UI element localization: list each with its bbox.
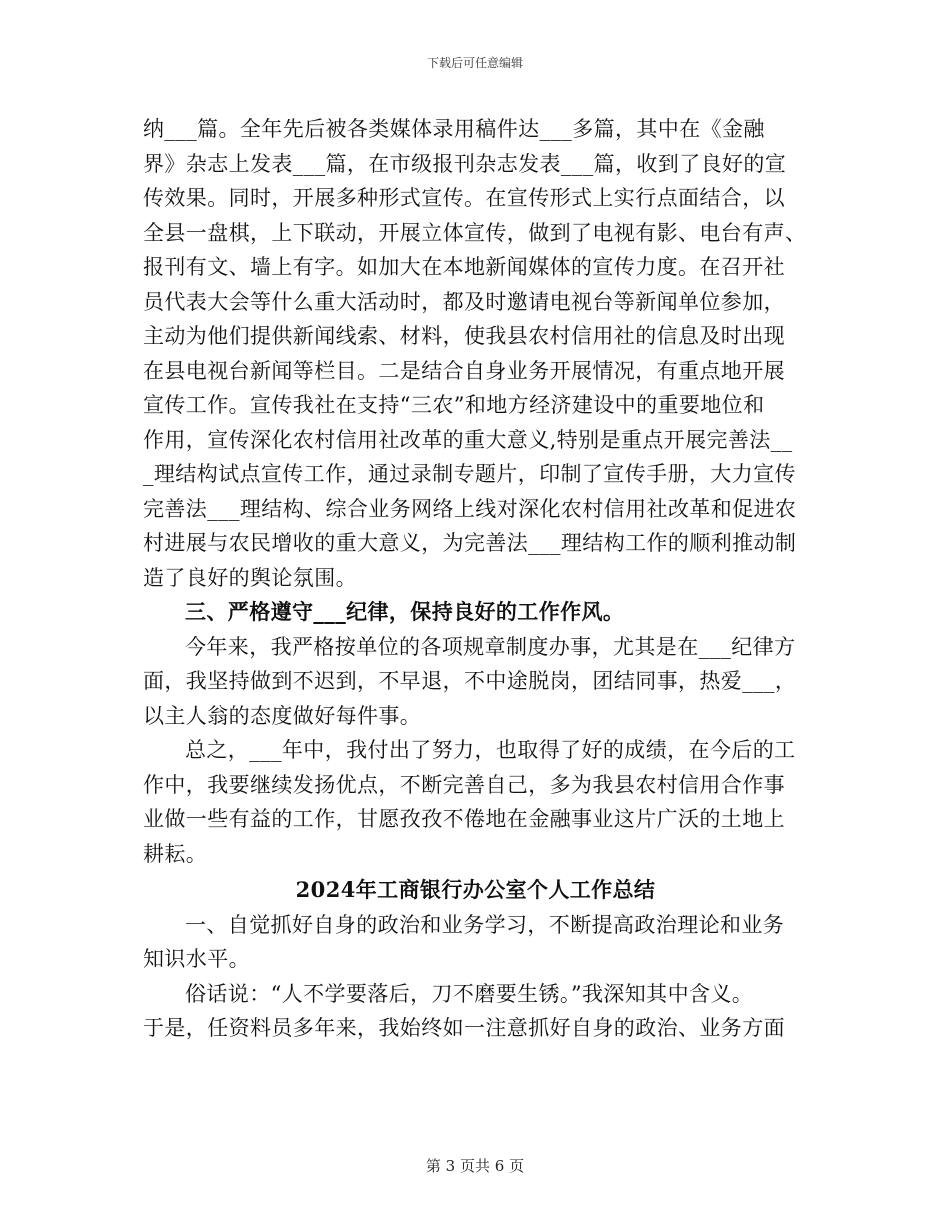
body-line: 纳___篇。全年先后被各类媒体录用稿件达___多篇，其中在《金融 <box>143 117 765 141</box>
body-line: 作中，我要继续发扬优点，不断完善自己，多为我县农村信用合作事 <box>143 772 785 797</box>
body-line: 传效果。同时，开展多种形式宣传。在宣传形式上实行点面结合，以 <box>143 186 785 210</box>
body-line: 村进展与农民增收的重大意义，为完善法___理结构工作的顺利推动制 <box>143 531 797 555</box>
paragraph-first-line: 今年来，我严格按单位的各项规章制度办事，尤其是在___纪律方 <box>185 634 796 659</box>
body-line: 员代表大会等什么重大活动时，都及时邀请电视台等新闻单位参加， <box>143 289 785 314</box>
page-header: 下载后可任意编辑 <box>426 56 523 70</box>
document-body <box>143 112 808 1046</box>
body-line: _理结构试点宣传工作，通过录制专题片，印制了宣传手册，大力宣传 <box>143 462 796 486</box>
paragraph-first-line: 一、自觉抓好自身的政治和业务学习，不断提高政治理论和业务 <box>185 912 785 937</box>
body-line: 作用，宣传深化农村信用社改革的重大意义,特别是重点开展完善法__ <box>143 427 793 452</box>
body-line: 主动为他们提供新闻线索、材料，使我县农村信用社的信息及时出现 <box>143 324 785 348</box>
body-line: 以主人翁的态度做好每件事。 <box>143 703 422 728</box>
paragraph-first-line: 俗话说：“人不学要落后，刀不磨要生锈。”我深知其中含义。 <box>185 981 754 1006</box>
body-line: 完善法___理结构、综合业务网络上线对深化农村信用社改革和促进农 <box>143 496 797 521</box>
body-line: 在县电视台新闻等栏目。二是结合自身业务开展情况，有重点地开展 <box>143 358 785 383</box>
body-line: 耕耘。 <box>143 841 208 866</box>
section-heading: 三、严格遵守___纪律，保持良好的工作作风。 <box>185 599 625 624</box>
body-line: 知识水平。 <box>143 947 250 971</box>
body-line: 报刊有文、墙上有字。如加大在本地新闻媒体的宣传力度。在召开社 <box>143 255 785 279</box>
paragraph-first-line: 总之，___年中，我付出了努力，也取得了好的成绩，在今后的工 <box>185 738 796 762</box>
body-line: 宣传工作。宣传我社在支持“三农”和地方经济建设中的重要地位和 <box>143 393 765 417</box>
body-line: 于是，任资料员多年来，我始终如一注意抓好自身的政治、业务方面 <box>143 1016 785 1040</box>
body-line: 全县一盘棋，上下联动，开展立体宣传，做到了电视有影、电台有声、 <box>143 220 807 245</box>
body-line: 造了良好的舆论氛围。 <box>143 565 357 590</box>
body-line: 面，我坚持做到不迟到，不早退，不中途脱岗，团结同事，热爱___， <box>143 669 797 693</box>
page-number: 第 3 页共 6 页 <box>425 1157 525 1175</box>
body-line: 界》杂志上发表___篇，在市级报刊杂志发表___篇，收到了良好的宣 <box>143 151 787 176</box>
document-title: 2024年工商银行办公室个人工作总结 <box>295 877 656 902</box>
body-line: 业做一些有益的工作，甘愿孜孜不倦地在金融事业这片广沃的土地上 <box>143 807 785 831</box>
